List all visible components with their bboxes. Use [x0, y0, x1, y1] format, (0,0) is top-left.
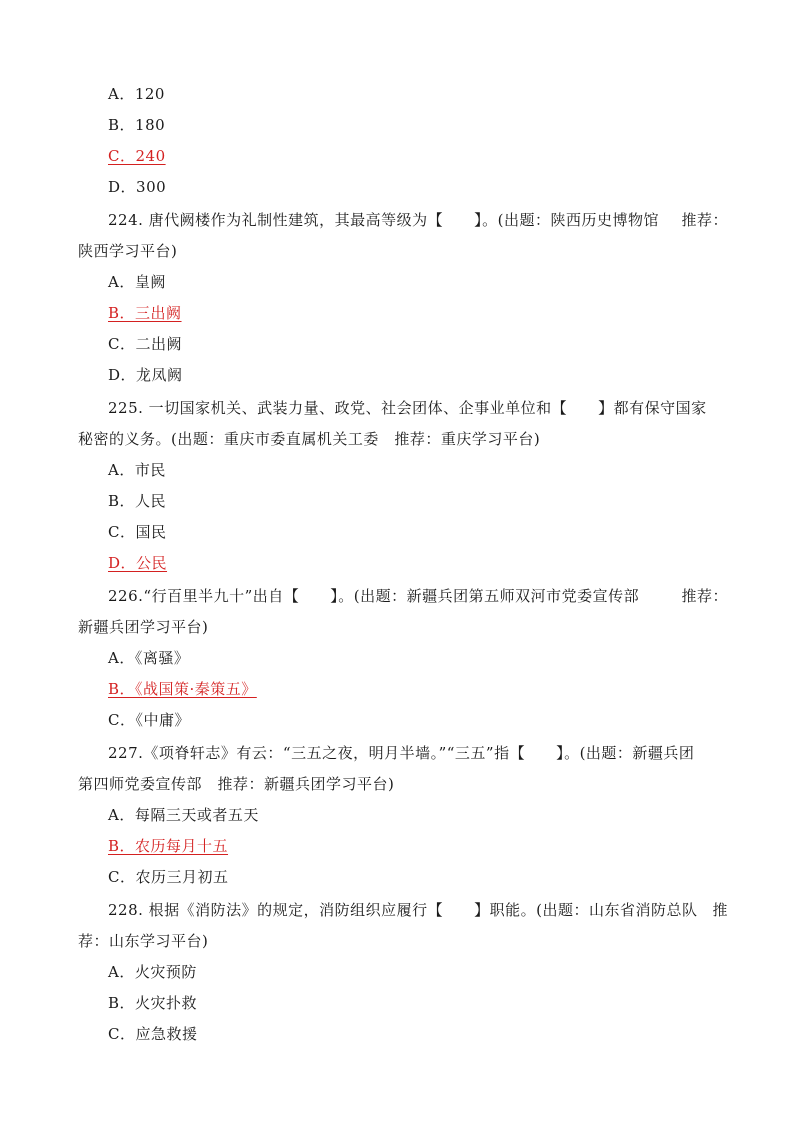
question-228-text-end: 推	[712, 901, 728, 919]
question-227-continuation: 第四师党委宣传部 推荐：新疆兵团学习平台)	[78, 775, 395, 793]
question-228-text: 228. 根据《消防法》的规定，消防组织应履行【 】职能。(出题：山东省消防总队	[108, 901, 698, 919]
option-b: B．人民	[108, 492, 167, 510]
option-b: B．火灾扑救	[108, 994, 198, 1012]
option-c: C．二出阙	[108, 335, 182, 353]
option-d: D．300	[108, 178, 167, 196]
question-226	[108, 586, 728, 606]
question-227-text: 227.《项脊轩志》有云：“三五之夜，明月半墙。”“三五”指【 】。(出题：新疆兵团	[108, 744, 695, 762]
option-a: A．每隔三天或者五天	[108, 806, 259, 824]
option-b-correct: B．农历每月十五	[108, 837, 229, 855]
question-226-continuation: 新疆兵团学习平台)	[78, 618, 209, 636]
option-a: A．皇阙	[108, 273, 166, 291]
option-d-correct: D．公民	[108, 554, 168, 572]
option-d: D．龙凤阙	[108, 366, 183, 384]
question-226-text: 226.“行百里半九十”出自【 】。(出题：新疆兵团第五师双河市党委宣传部	[108, 587, 640, 605]
question-228	[108, 900, 728, 920]
option-c: C．农历三月初五	[108, 868, 229, 886]
question-225-continuation: 秘密的义务。(出题：重庆市委直属机关工委 推荐：重庆学习平台)	[78, 430, 541, 448]
question-228-continuation: 荐：山东学习平台)	[78, 932, 209, 950]
option-b-correct: B．《战国策·秦策五》	[108, 680, 257, 698]
option-b-correct: B．三出阙	[108, 304, 182, 322]
option-c: C．应急救援	[108, 1025, 198, 1043]
question-224-continuation: 陕西学习平台)	[78, 242, 178, 260]
option-a: A．市民	[108, 461, 166, 479]
option-c-correct: C．240	[108, 147, 166, 165]
question-224-text: 224. 唐代阙楼作为礼制性建筑，其最高等级为【 】。(出题：陕西历史博物馆	[108, 211, 660, 229]
question-224-text-end: 推荐：	[681, 211, 728, 229]
option-b: B．180	[108, 116, 166, 134]
option-c: C．国民	[108, 523, 167, 541]
question-226-text-end: 推荐：	[681, 587, 728, 605]
option-a: A．120	[108, 85, 165, 103]
option-c: C．《中庸》	[108, 711, 190, 729]
option-a: A．《离骚》	[108, 649, 190, 667]
question-225-text: 225. 一切国家机关、武装力量、政党、社会团体、企事业单位和【 】都有保守国家	[108, 399, 707, 417]
option-a: A．火灾预防	[108, 963, 197, 981]
question-224	[108, 210, 728, 230]
